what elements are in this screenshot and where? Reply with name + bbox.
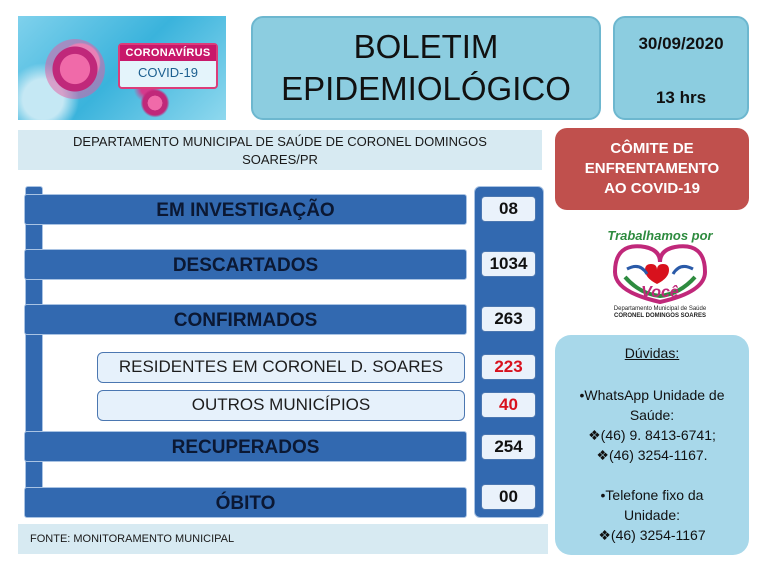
row-em-investigacao: EM INVESTIGAÇÃO	[24, 194, 467, 225]
logo-dept-text	[585, 306, 735, 320]
row-descartados: DESCARTADOS	[24, 249, 467, 280]
logo-dept-line-1: Departamento Municipal de Saúde	[613, 306, 707, 312]
value-residentes: 223	[481, 354, 536, 380]
logo-dept-line-2: CORONEL DOMINGOS SOARES	[614, 313, 706, 319]
virus-small-icon	[138, 86, 172, 120]
value-outros-municipios: 40	[481, 392, 536, 418]
coronavirus-banner	[18, 16, 226, 120]
phone-fixo: ❖(46) 3254-1167	[598, 527, 706, 543]
value-em-investigacao: 08	[481, 196, 536, 222]
comite-line-1: CÔMITE DE	[610, 140, 694, 157]
value-descartados: 1034	[481, 251, 536, 277]
logo-top-text: Trabalhamos por	[607, 228, 713, 243]
fixo-label: •Telefone fixo da Unidade:	[600, 487, 704, 523]
comite-line-3: AO COVID-19	[604, 180, 700, 197]
virus-icon	[40, 34, 110, 104]
value-confirmados: 263	[481, 306, 536, 332]
comite-box	[555, 128, 749, 210]
rows-connector-bar	[25, 186, 43, 514]
phone-whatsapp-1: ❖(46) 9. 8413-6741;	[588, 427, 716, 443]
whatsapp-label: •WhatsApp Unidade de Saúde:	[579, 387, 725, 423]
logo-voce-text: Você	[641, 284, 679, 301]
row-outros-municipios: OUTROS MUNICÍPIOS	[97, 390, 465, 421]
coronavirus-text: CORONAVÍRUS	[120, 45, 216, 61]
value-obito: 00	[481, 484, 536, 510]
row-recuperados: RECUPERADOS	[24, 431, 467, 462]
coronavirus-label	[118, 43, 218, 89]
row-residentes: RESIDENTES EM CORONEL D. SOARES	[97, 352, 465, 383]
covid-text: COVID-19	[138, 65, 198, 80]
contact-heading: Dúvidas:	[624, 345, 680, 361]
page-title	[251, 16, 601, 120]
comite-line-2: ENFRENTAMENTO	[584, 160, 720, 177]
phone-whatsapp-2: ❖(46) 3254-1167.	[596, 447, 708, 463]
title-line-1: BOLETIM	[353, 28, 499, 65]
title-line-2: EPIDEMIOLÓGICO	[281, 70, 571, 107]
date-box	[613, 16, 749, 120]
source-footer: FONTE: MONITORAMENTO MUNICIPAL	[18, 524, 548, 554]
contact-box	[555, 335, 749, 555]
row-confirmados: CONFIRMADOS	[24, 304, 467, 335]
values-column	[474, 186, 544, 518]
trabalhamos-logo	[585, 222, 735, 322]
row-obito: ÓBITO	[24, 487, 467, 518]
department-banner: DEPARTAMENTO MUNICIPAL DE SAÚDE DE CORONEL DOMINGOS SOARES/PR	[18, 130, 542, 170]
value-recuperados: 254	[481, 434, 536, 460]
bulletin-time: 13 hrs	[655, 88, 707, 107]
bulletin-date: 30/09/2020	[638, 34, 724, 53]
